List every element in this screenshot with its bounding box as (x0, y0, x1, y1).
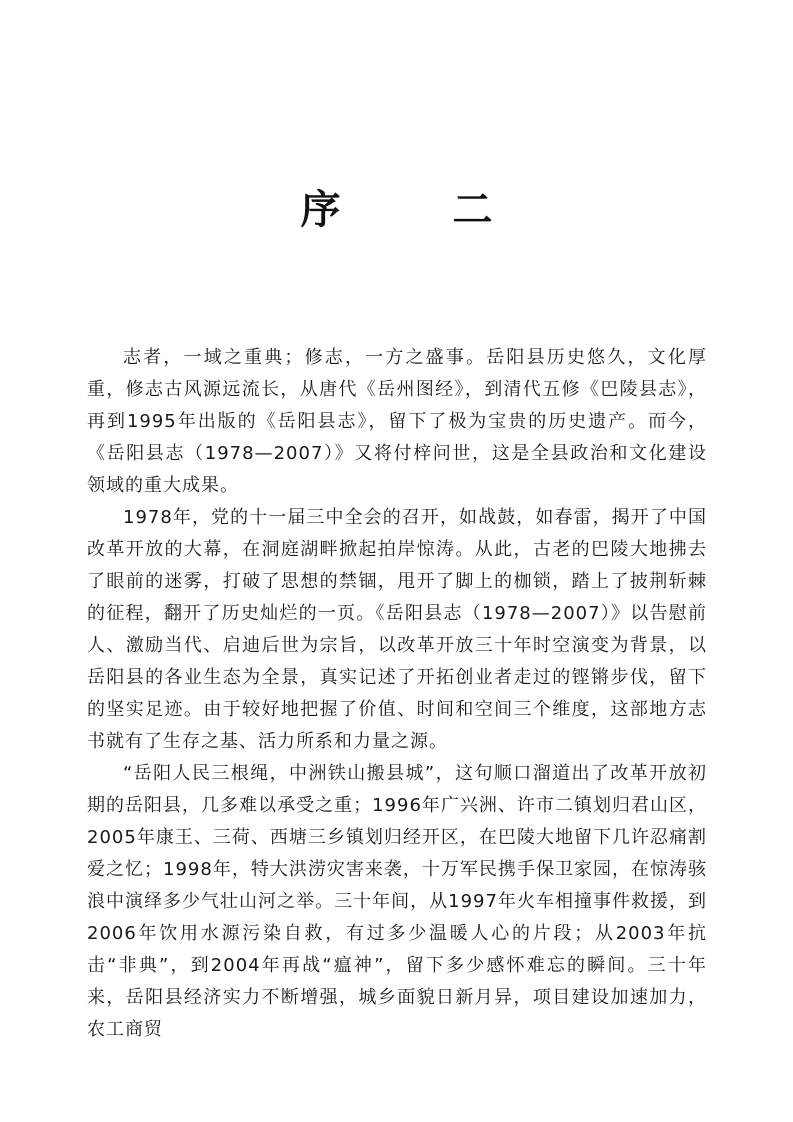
paragraph: 志者，一域之重典；修志，一方之盛事。岳阳县历史悠久，文化厚重，修志古风源远流长，从唐代《岳州图经》，到清代五修《巴陵县志》，再到1995年出版的《岳阳县志》，留下了极为宝贵的历史遗产。而今，《岳阳县志（1978—2007）》又将付梓问世，这是全县政治和文化建设领域的重大成果。 (87, 347, 707, 496)
body-text (87, 342, 707, 1046)
page-title: 序 二 (300, 186, 529, 233)
paragraph: 1978年，党的十一届三中全会的召开，如战鼓，如春雷，揭开了中国改革开放的大幕，在洞庭湖畔掀起拍岸惊涛。从此，古老的巴陵大地拂去了眼前的迷雾，打破了思想的禁锢，甩开了脚上的枷锁，踏上了披荆斩棘的征程，翻开了历史灿烂的一页。《岳阳县志（1978—2007）》以告慰前人、激励当代、启迪后世为宗旨，以改革开放三十年时空演变为背景，以岳阳县的各业生态为全景，真实记述了开拓创业者走过的铿锵步伐，留下的坚实足迹。由于较好地把握了价值、时间和空间三个维度，这部地方志书就有了生存之基、活力所系和力量之源。 (87, 507, 707, 752)
paragraph: “岳阳人民三根绳，中洲铁山搬县城”，这句顺口溜道出了改革开放初期的岳阳县，几多难以承受之重；1996年广兴洲、许市二镇划归君山区，2005年康王、三荷、西塘三乡镇划归经开区，在巴陵大地留下几许忍痛割爱之忆；1998年，特大洪涝灾害来袭，十万军民携手保卫家园，在惊涛骇浪中演绎多少气壮山河之举。三十年间，从1997年火车相撞事件救援，到2006年饮用水源污染自救，有过多少温暖人心的片段；从2003年抗击“非典”，到2004年再战“瘟神”，留下多少感怀难忘的瞬间。三十年来，岳阳县经济实力不断增强，城乡面貌日新月异，项目建设加速加力，农工商贸 (87, 763, 707, 1040)
